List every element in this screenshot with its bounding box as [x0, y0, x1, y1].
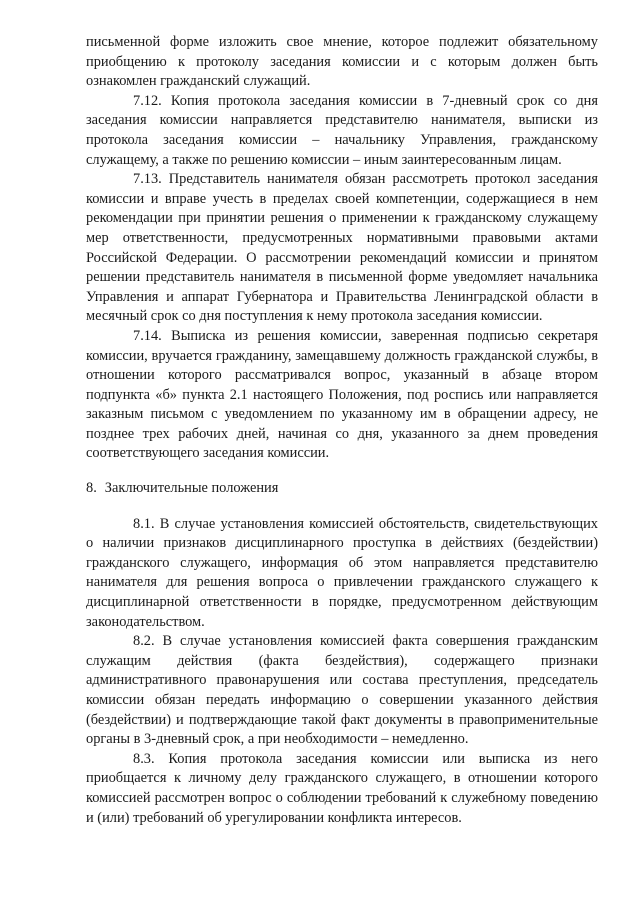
paragraph-8-1: 8.1. В случае установления комиссией обстоятельств, свидетельствующих о наличии признаков дисциплинарного проступка в действиях (бездействии) гражданского служащего, информация об этом направляется представителю нанимателя для решения вопроса о привлечении гражданского служащего к дисциплинарной ответственности в порядке, предусмотренном действующим законодательством. — [86, 515, 598, 630]
paragraph-7-13: 7.13. Представитель нанимателя обязан рассмотреть протокол заседания комиссии и вправе учесть в пределах своей компетенции, содержащиеся в нем рекомендации при принятии решения о применении к гражданскому служащему мер ответственности, предусмотренных нормативными правовыми актами Российской Федерации. О рассмотрении рекомендаций комиссии и принятом решении представитель нанимателя в письменной форме уведомляет начальника Управления и аппарат Губернатора и Правительства Ленинградской области в месячный срок со дня поступления к нему протокола заседания комиссии. — [86, 171, 598, 325]
section-heading — [86, 479, 598, 499]
paragraph-7-12: 7.12. Копия протокола заседания комиссии в 7-дневный срок со дня заседания комиссии направляется представителю нанимателя, выписки из протокола заседания комиссии – начальнику Управления, гражданскому служащему, а также по решению комиссии – иным заинтересованным лицам. — [86, 92, 598, 168]
document-body — [86, 33, 598, 828]
section-title: Заключительные положения — [104, 480, 279, 497]
paragraph-7-14: 7.14. Выписка из решения комиссии, заверенная подписью секретаря комиссии, вручается гражданину, замещавшему должность гражданской службы, в отношении которого рассматривался вопрос, указанный в абзаце втором подпункта «б» пункта 2.1 настоящего Положения, под роспись или направляется заказным письмом с уведомлением по указанному им в обращении адресу, не позднее трех рабочих дней, начиная со дня, указанного за днем проведения соответствующего заседания комиссии. — [86, 327, 598, 462]
section-number: 8. — [86, 480, 97, 497]
paragraph-8-2: 8.2. В случае установления комиссией факта совершения гражданским служащим действия (факта бездействия), содержащего признаки административного правонарушения или состава преступления, председатель комиссии обязан передать информацию о совершении указанного действия (бездействии) и подтверждающие такой факт документы в правоприменительные органы в 3-дневный срок, а при необходимости – немедленно. — [86, 633, 598, 748]
paragraph-8-3: 8.3. Копия протокола заседания комиссии или выписка из него приобщается к личному делу гражданского служащего, в отношении которого комиссией рассмотрен вопрос о соблюдении требований к служебному поведению и (или) требований об урегулировании конфликта интересов. — [86, 750, 598, 826]
paragraph-continuation: письменной форме изложить свое мнение, которое подлежит обязательному приобщению к протоколу заседания комиссии и с которым должен быть ознакомлен гражданский служащий. — [86, 34, 598, 90]
